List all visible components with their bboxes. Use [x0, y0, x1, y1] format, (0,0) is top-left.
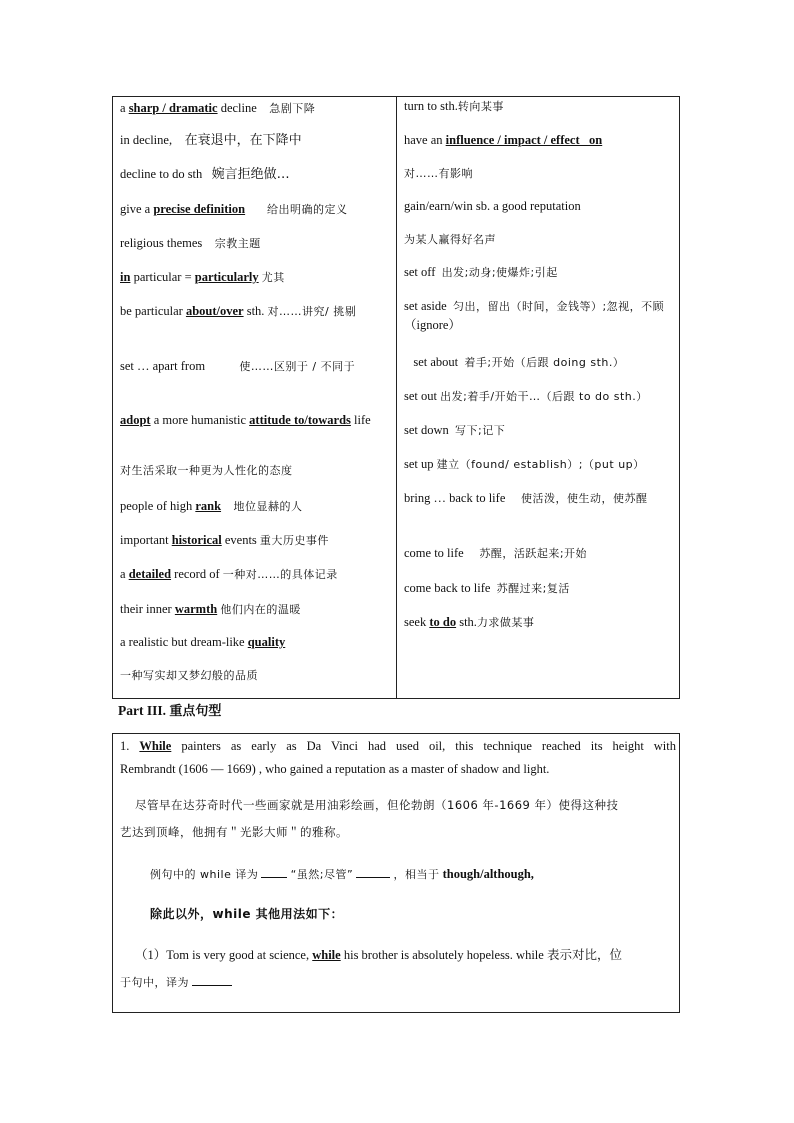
- vocab-entry: adopt a more humanistic attitude to/towards life: [120, 413, 371, 427]
- vocab-entry: set … apart from 使……区别于 / 不同于: [120, 359, 356, 373]
- vocab-entry: gain/earn/win sb. a good reputation: [404, 199, 581, 213]
- vocab-entry: come back to life 苏醒过来;复活: [404, 581, 570, 595]
- vocabulary-table: [112, 96, 680, 699]
- vocab-entry: set up 建立（found/ establish）;（put up）: [404, 457, 645, 471]
- vocab-entry-cn: 对……有影响: [404, 167, 473, 180]
- answer-blank[interactable]: [192, 971, 232, 986]
- vocab-entry: decline to do sth 婉言拒绝做…: [120, 167, 290, 182]
- vocab-entry: in particular = particularly 尤其: [120, 270, 285, 284]
- example-1-line-2: 于句中，译为: [120, 970, 232, 995]
- vocab-entry: people of high rank 地位显赫的人: [120, 499, 303, 513]
- sentence-1-line-1: 1. While painters as early as Da Vinci had used oil, this technique reached its height with: [120, 739, 677, 753]
- vocab-entry: seek to do sth.力求做某事: [404, 615, 535, 629]
- vocab-entry-cn: 一种写实却又梦幻般的品质: [120, 669, 258, 682]
- column-divider: [396, 97, 397, 698]
- vocab-entry: set aside 匀出，留出（时间，金钱等）;忽视，不顾 （ignore）: [404, 299, 665, 332]
- vocab-entry: turn to sth.转向某事: [404, 99, 504, 113]
- answer-blank[interactable]: [261, 863, 287, 878]
- vocab-entry: a detailed record of 一种对……的具体记录: [120, 567, 338, 581]
- vocab-entry: in decline, 在衰退中，在下降中: [120, 133, 302, 148]
- example-1-line-1: （1）Tom is very good at science, while his brother is absolutely hopeless. while 表示对比，位: [135, 948, 622, 962]
- section-heading: Part III. 重点句型: [118, 703, 222, 719]
- vocab-entry: their inner warmth 他们内在的温暖: [120, 602, 301, 616]
- key-sentence-box: [112, 733, 680, 1013]
- answer-blank[interactable]: [356, 863, 390, 878]
- vocab-entry-cn: 对生活采取一种更为人性化的态度: [120, 464, 293, 477]
- sentence-1-line-2: Rembrandt (1606 — 1669) , who gained a reputation as a master of shadow and light.: [120, 762, 550, 776]
- vocab-entry: be particular about/over sth. 对……讲究/ 挑剔: [120, 304, 357, 318]
- vocab-entry: have an influence / impact / effect on: [404, 133, 603, 147]
- vocab-entry: set out 出发;着手/开始干…（后跟 to do sth.）: [404, 389, 648, 403]
- vocab-entry: set about 着手;开始（后跟 doing sth.）: [413, 355, 625, 369]
- vocab-entry: a sharp / dramatic decline 急剧下降: [120, 101, 316, 115]
- sentence-1-translation-line-2: 艺达到顶峰，他拥有＂光影大师＂的雅称。: [120, 825, 348, 839]
- other-usage-heading: 除此以外，while 其他用法如下：: [150, 907, 344, 921]
- vocab-entry-cn: 为某人赢得好名声: [404, 233, 496, 246]
- vocab-entry: set down 写下;记下: [404, 423, 506, 437]
- vocab-entry: important historical events 重大历史事件: [120, 533, 329, 547]
- vocab-entry: set off 出发;动身;使爆炸;引起: [404, 265, 558, 279]
- sentence-1-translation-line-1: 尽管早在达芬奇时代一些画家就是用油彩绘画，但伦勃朗（1606 年-1669 年）使得这种技: [135, 798, 619, 812]
- vocab-entry: religious themes 宗教主题: [120, 236, 261, 250]
- while-usage-note: 例句中的 while 译为 “虽然;尽管” ，相当于 though/although,: [150, 862, 534, 887]
- vocab-entry: a realistic but dream-like quality: [120, 635, 286, 649]
- vocab-entry: come to life 苏醒，活跃起来;开始: [404, 546, 588, 560]
- vocab-entry: bring … back to life 使活泼，使生动，使苏醒: [404, 491, 648, 505]
- vocab-entry: give a precise definition 给出明确的定义: [120, 202, 348, 216]
